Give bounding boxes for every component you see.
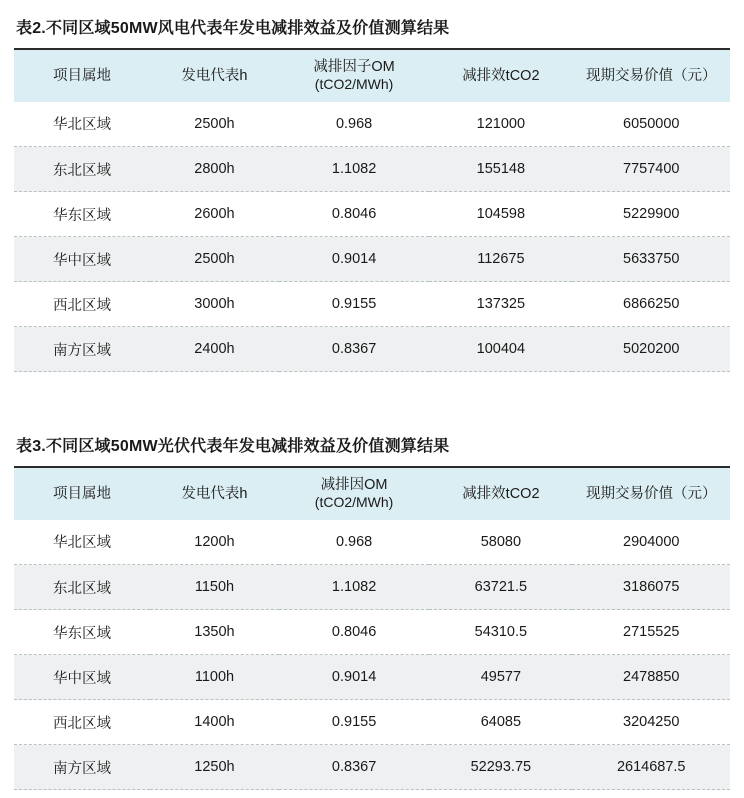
cell-hours: 2600h (150, 192, 279, 237)
cell-hours: 1150h (150, 565, 279, 610)
cell-location: 华东区域 (14, 192, 150, 237)
cell-value: 6050000 (572, 102, 730, 147)
column-header-reduction (429, 468, 572, 520)
column-header-text: 减排效tCO2 (462, 485, 540, 502)
table-row (14, 237, 730, 282)
cell-location: 南方区域 (14, 745, 150, 790)
column-header-reduction (429, 50, 572, 102)
table-row (14, 102, 730, 147)
cell-hours: 1100h (150, 655, 279, 700)
cell-factor: 1.1082 (279, 147, 429, 192)
cell-value: 2478850 (572, 655, 730, 700)
data-table-wind (14, 50, 730, 373)
cell-location: 东北区域 (14, 147, 150, 192)
table-header (14, 50, 730, 102)
cell-location: 东北区域 (14, 565, 150, 610)
column-header-factor (279, 468, 429, 520)
cell-location: 华北区域 (14, 102, 150, 147)
column-header-subtext: (tCO2/MWh) (314, 494, 394, 510)
column-header-hours (150, 468, 279, 520)
table-header-row (14, 468, 730, 520)
column-header-location (14, 50, 150, 102)
cell-value: 5020200 (572, 327, 730, 372)
cell-value: 5633750 (572, 237, 730, 282)
column-header-factor (279, 50, 429, 102)
cell-reduction: 64085 (429, 700, 572, 745)
cell-hours: 1350h (150, 610, 279, 655)
cell-value: 6866250 (572, 282, 730, 327)
block-spacer (14, 372, 730, 432)
data-table-solar (14, 468, 730, 791)
cell-hours: 1250h (150, 745, 279, 790)
cell-reduction: 121000 (429, 102, 572, 147)
cell-factor: 0.968 (279, 520, 429, 565)
cell-hours: 2500h (150, 237, 279, 282)
table-row (14, 327, 730, 372)
table-row (14, 282, 730, 327)
cell-value: 3186075 (572, 565, 730, 610)
table-row (14, 655, 730, 700)
cell-location: 华中区域 (14, 237, 150, 282)
column-header-value (572, 468, 730, 520)
cell-location: 西北区域 (14, 282, 150, 327)
table-body (14, 520, 730, 790)
cell-hours: 2400h (150, 327, 279, 372)
table-row (14, 147, 730, 192)
cell-hours: 3000h (150, 282, 279, 327)
column-header-hours (150, 50, 279, 102)
table-row (14, 700, 730, 745)
table-header (14, 468, 730, 520)
cell-factor: 0.9014 (279, 655, 429, 700)
cell-factor: 0.8046 (279, 192, 429, 237)
cell-hours: 1200h (150, 520, 279, 565)
cell-hours: 1400h (150, 700, 279, 745)
table-block-solar (14, 432, 730, 790)
cell-value: 7757400 (572, 147, 730, 192)
cell-location: 西北区域 (14, 700, 150, 745)
cell-factor: 0.9155 (279, 282, 429, 327)
cell-reduction: 58080 (429, 520, 572, 565)
column-header-text: 发电代表h (181, 67, 248, 84)
table-row (14, 520, 730, 565)
cell-reduction: 104598 (429, 192, 572, 237)
column-header-text: 发电代表h (181, 485, 248, 502)
column-header-text: 现期交易价值（元） (585, 67, 717, 84)
table-row (14, 565, 730, 610)
cell-location: 华东区域 (14, 610, 150, 655)
column-header-text: 项目属地 (53, 67, 112, 84)
cell-hours: 2500h (150, 102, 279, 147)
cell-hours: 2800h (150, 147, 279, 192)
cell-value: 2614687.5 (572, 745, 730, 790)
cell-location: 华中区域 (14, 655, 150, 700)
cell-factor: 0.9014 (279, 237, 429, 282)
cell-value: 3204250 (572, 700, 730, 745)
column-header-value (572, 50, 730, 102)
table-block-wind (14, 14, 730, 372)
cell-factor: 0.968 (279, 102, 429, 147)
cell-value: 2715525 (572, 610, 730, 655)
cell-reduction: 137325 (429, 282, 572, 327)
table-header-row (14, 50, 730, 102)
table-row (14, 192, 730, 237)
column-header-location (14, 468, 150, 520)
cell-value: 2904000 (572, 520, 730, 565)
cell-reduction: 63721.5 (429, 565, 572, 610)
cell-reduction: 100404 (429, 327, 572, 372)
column-header-text: 现期交易价值（元） (585, 485, 717, 502)
column-header-text: 减排因子OM (313, 58, 395, 75)
cell-factor: 0.9155 (279, 700, 429, 745)
table-caption: 表2.不同区域50MW风电代表年发电减排效益及价值测算结果 (16, 20, 450, 37)
cell-factor: 0.8046 (279, 610, 429, 655)
column-header-text: 项目属地 (53, 485, 112, 502)
top-spacer (14, 0, 730, 14)
cell-reduction: 49577 (429, 655, 572, 700)
column-header-text: 减排因OM (320, 476, 388, 493)
column-header-subtext: (tCO2/MWh) (314, 75, 394, 92)
table-row (14, 610, 730, 655)
cell-value: 5229900 (572, 192, 730, 237)
cell-reduction: 112675 (429, 237, 572, 282)
cell-reduction: 54310.5 (429, 610, 572, 655)
cell-reduction: 155148 (429, 147, 572, 192)
cell-location: 南方区域 (14, 327, 150, 372)
cell-factor: 0.8367 (279, 327, 429, 372)
table-row (14, 745, 730, 790)
table-body (14, 102, 730, 372)
cell-factor: 1.1082 (279, 565, 429, 610)
cell-location: 华北区域 (14, 520, 150, 565)
table-caption: 表3.不同区域50MW光伏代表年发电减排效益及价值测算结果 (16, 438, 450, 456)
column-header-text: 减排效tCO2 (462, 67, 540, 84)
cell-reduction: 52293.75 (429, 745, 572, 790)
cell-factor: 0.8367 (279, 745, 429, 790)
